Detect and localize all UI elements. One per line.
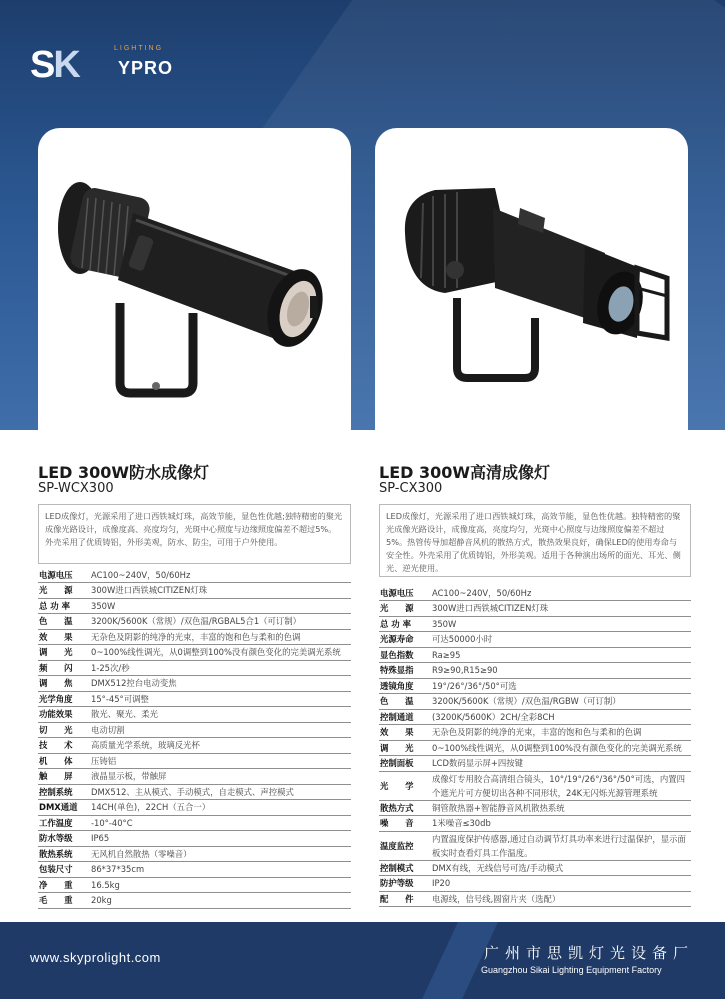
spec-value: DMX有线，无线信号可选/手动模式 [429, 860, 691, 876]
spec-value: 300W进口西铁城CITIZEN灯珠 [88, 583, 351, 599]
spec-key: 总 功 率 [379, 616, 429, 632]
spec-row [38, 614, 351, 630]
spec-value: 内置温度保护传感器,通过自动调节灯具功率来进行过温保护，显示面板实时查看灯具工作温度。 [429, 831, 691, 860]
spec-row [379, 740, 691, 756]
spec-value: 电动切割 [88, 722, 351, 738]
spec-key: 光 学 [379, 771, 429, 800]
spec-row [38, 691, 351, 707]
product-model-wcx300: SP-WCX300 [38, 481, 114, 496]
spec-row [38, 753, 351, 769]
footer [0, 922, 725, 999]
skypro-logo [30, 38, 174, 86]
spec-value: 15°-45°可调整 [88, 691, 351, 707]
spec-value: 1-25次/秒 [88, 660, 351, 676]
spec-row [379, 771, 691, 800]
spec-row [38, 862, 351, 878]
spec-row [38, 784, 351, 800]
spec-row [38, 831, 351, 847]
spec-value: 无风机自然散热（零噪音） [88, 846, 351, 862]
spec-value: 86*37*35cm [88, 862, 351, 878]
spec-value: -10°-40°C [88, 815, 351, 831]
spec-value: 3200K/5600K（常规）/双色温/RGBW（可订制） [429, 694, 691, 710]
company-name-cn: 广州市思凯灯光设备厂 [484, 944, 695, 962]
hd-profile-light-image [375, 128, 688, 430]
spec-value: 铜管散热器+智能静音风机散热系统 [429, 800, 691, 816]
spec-key: 频 闪 [38, 660, 88, 676]
spec-value: AC100~240V，50/60Hz [88, 567, 351, 583]
spec-row [38, 846, 351, 862]
spec-row [38, 598, 351, 614]
spec-row [379, 663, 691, 679]
spec-key: 电源电压 [38, 567, 88, 583]
spec-table-cx300 [379, 585, 691, 907]
spec-row [38, 583, 351, 599]
spec-key: 防水等级 [38, 831, 88, 847]
product-model-cx300: SP-CX300 [379, 481, 443, 496]
spec-value: (3200K/5600K）2CH/全彩8CH [429, 709, 691, 725]
spec-value: 0~100%线性调光，从0调整到100%没有颜色变化的完美调光系统 [429, 740, 691, 756]
spec-key: 光学角度 [38, 691, 88, 707]
spec-value: 无杂色及阴影的纯净的光束，丰富的饱和色与柔和的色调 [429, 725, 691, 741]
spec-value: 无杂色及阴影的纯净的光束，丰富的饱和色与柔和的色调 [88, 629, 351, 645]
spec-key: 工作温度 [38, 815, 88, 831]
spec-key: 效 果 [379, 725, 429, 741]
spec-key: 效 果 [38, 629, 88, 645]
spec-row [38, 676, 351, 692]
spec-row [379, 891, 691, 907]
spec-row [379, 800, 691, 816]
spec-key: 特殊显指 [379, 663, 429, 679]
spec-key: 切 光 [38, 722, 88, 738]
spec-row [38, 815, 351, 831]
spec-value: Ra≥95 [429, 647, 691, 663]
spec-value: 300W进口西铁城CITIZEN灯珠 [429, 601, 691, 617]
company-name-en: Guangzhou Sikai Lighting Equipment Factory [481, 965, 662, 975]
spec-key: 光 源 [379, 601, 429, 617]
spec-key: 控制系统 [38, 784, 88, 800]
spec-value: IP20 [429, 876, 691, 892]
spec-key: 透镜角度 [379, 678, 429, 694]
spec-value: 压铸铝 [88, 753, 351, 769]
spec-value: LCD数码显示屏+四按键 [429, 756, 691, 772]
spec-row [379, 647, 691, 663]
spec-row [38, 769, 351, 785]
spec-value: 1米噪音≤30db [429, 816, 691, 832]
spec-key: 毛 重 [38, 893, 88, 909]
spec-key: DMX通道 [38, 800, 88, 816]
spec-key: 调 焦 [38, 676, 88, 692]
spec-value: 350W [88, 598, 351, 614]
spec-value: 散光、聚光、柔光 [88, 707, 351, 723]
logo-ypro: YPRO [118, 58, 174, 78]
spec-key: 温度监控 [379, 831, 429, 860]
spec-value: 电源线，信号线,圆窗片夹（选配） [429, 891, 691, 907]
product-title-wcx300: LED 300W防水成像灯 [38, 463, 210, 482]
spec-value: IP65 [88, 831, 351, 847]
spec-value: AC100~240V，50/60Hz [429, 585, 691, 601]
spec-row [379, 709, 691, 725]
logo-lighting-text: LIGHTING [114, 45, 164, 52]
spec-key: 防护等级 [379, 876, 429, 892]
spec-key: 电源电压 [379, 585, 429, 601]
spec-value: 液晶显示板，带触屏 [88, 769, 351, 785]
product-description-cx300: LED成像灯，光源采用了进口西铁城灯珠，高效节能，显色性优越。独特精密的聚光成像光路设计，成像度高，亮度均匀，光斑中心照度与边缘照度偏差不超过5%。热管传导加超静音风机的散热方式，散热效果良好，确保LED的使用寿命与安全性。外壳采用了优质铸铝，外形美观。适用于各种演出场所的面光、耳光、侧光、逆光使用。 [379, 504, 691, 577]
spec-key: 控制通道 [379, 709, 429, 725]
spec-key: 噪 音 [379, 816, 429, 832]
spec-value: 高质量光学系统，玻璃反光杯 [88, 738, 351, 754]
spec-value: R9≥90,R15≥90 [429, 663, 691, 679]
spec-row [379, 585, 691, 601]
spec-key: 调 光 [38, 645, 88, 661]
spec-row [379, 876, 691, 892]
product-image-card-wcx300 [38, 128, 351, 430]
spec-row [38, 629, 351, 645]
spec-value: DMX512控台电动变焦 [88, 676, 351, 692]
spec-value: 可达50000小时 [429, 632, 691, 648]
spec-row [38, 660, 351, 676]
waterproof-profile-light-image [38, 128, 351, 430]
spec-key: 散热方式 [379, 800, 429, 816]
spec-row [379, 725, 691, 741]
spec-value: 0~100%线性调光，从0调整到100%没有颜色变化的完美调光系统 [88, 645, 351, 661]
spec-row [38, 877, 351, 893]
spec-row [38, 893, 351, 909]
spec-value: DMX512、主从模式、手动模式，自走模式、声控模式 [88, 784, 351, 800]
spec-key: 技 术 [38, 738, 88, 754]
spec-row [38, 722, 351, 738]
spec-key: 机 体 [38, 753, 88, 769]
spec-row [379, 756, 691, 772]
spec-row [38, 567, 351, 583]
website-url[interactable]: www.skyprolight.com [30, 950, 161, 965]
spec-row [379, 601, 691, 617]
spec-row [379, 831, 691, 860]
spec-value: 350W [429, 616, 691, 632]
spec-table-wcx300 [38, 567, 351, 909]
spec-key: 光源寿命 [379, 632, 429, 648]
product-description-wcx300: LED成像灯，光源采用了进口西铁城灯珠，高效节能，显色性优越;独特精密的聚光成像光路设计，成像度高、亮度均匀，光斑中心照度与边缘照度偏差不超过5%。外壳采用了优质铸铝，外形美观，防水、防尘，可用于户外使用。 [38, 504, 351, 564]
spec-key: 触 屏 [38, 769, 88, 785]
spec-value: 成像灯专用胶合高清组合镜头，10°/19°/26°/36°/50°可选，内置四个遮光片可方便切出各种不同形状，24K无闪烁光源管理系统 [429, 771, 691, 800]
product-image-card-cx300 [375, 128, 688, 430]
spec-key: 配 件 [379, 891, 429, 907]
hero-banner [0, 0, 725, 430]
spec-value: 20kg [88, 893, 351, 909]
spec-row [379, 616, 691, 632]
spec-row [379, 816, 691, 832]
spec-value: 3200K/5600K（常规）/双色温/RGBAL5合1（可订制） [88, 614, 351, 630]
spec-row [379, 678, 691, 694]
spec-row [38, 645, 351, 661]
spec-key: 散热系统 [38, 846, 88, 862]
spec-value: 16.5kg [88, 877, 351, 893]
spec-key: 功能效果 [38, 707, 88, 723]
spec-row [38, 800, 351, 816]
spec-value: 14CH(单色)，22CH（五合一） [88, 800, 351, 816]
spec-row [38, 738, 351, 754]
spec-key: 色 温 [379, 694, 429, 710]
spec-key: 调 光 [379, 740, 429, 756]
spec-key: 控制模式 [379, 860, 429, 876]
spec-row [379, 632, 691, 648]
spec-key: 包装尺寸 [38, 862, 88, 878]
spec-key: 总 功 率 [38, 598, 88, 614]
spec-row [38, 707, 351, 723]
spec-key: 光 源 [38, 583, 88, 599]
spec-key: 色 温 [38, 614, 88, 630]
spec-key: 净 重 [38, 877, 88, 893]
spec-key: 显色指数 [379, 647, 429, 663]
spec-key: 控制面板 [379, 756, 429, 772]
spec-row [379, 694, 691, 710]
logo-sk: SK [30, 44, 79, 86]
product-title-cx300: LED 300W高清成像灯 [379, 463, 551, 482]
spec-value: 19°/26°/36°/50°可选 [429, 678, 691, 694]
spec-row [379, 860, 691, 876]
